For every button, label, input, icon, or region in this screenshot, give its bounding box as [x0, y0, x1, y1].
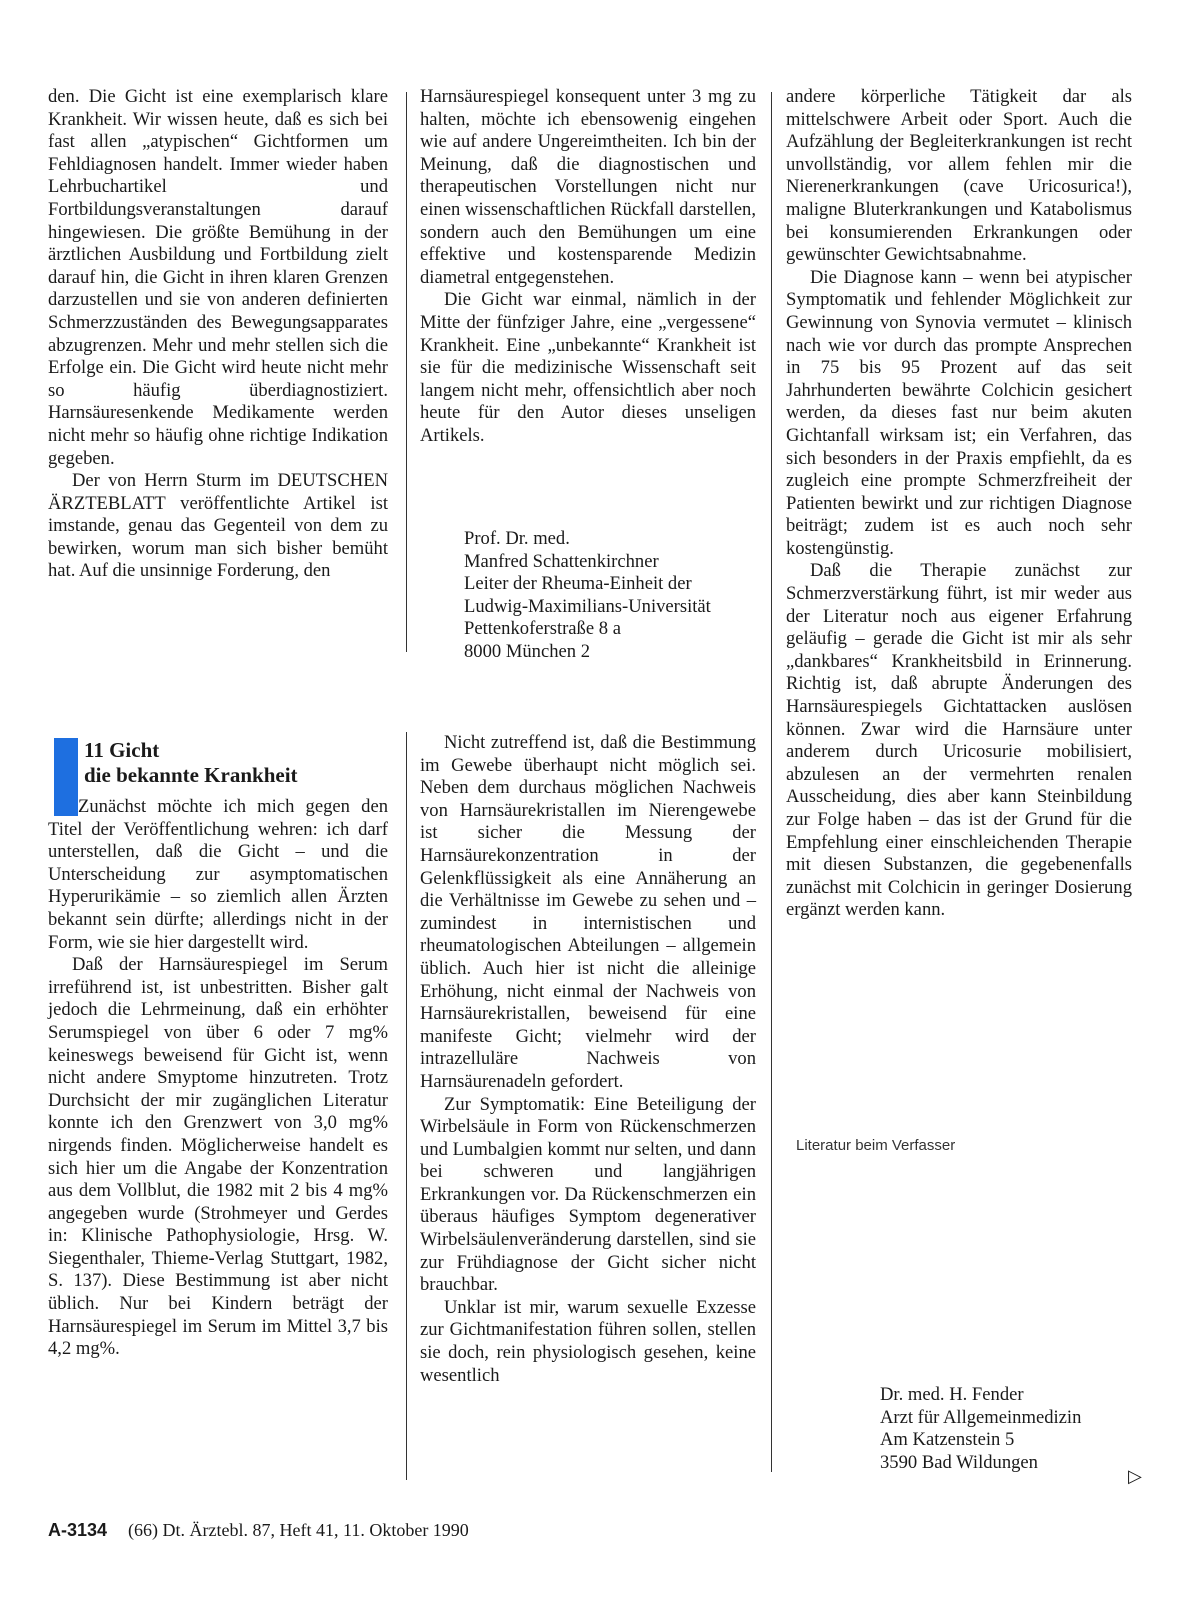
column-rule — [771, 92, 772, 1472]
top-column-2 — [420, 86, 756, 448]
signature-line: Prof. Dr. med. — [464, 528, 570, 549]
paragraph: Daß der Harnsäurespiegel im Serum irreführend ist, ist unbestritten. Bisher galt jedoch die Lehrmeinung, daß ein erhöhter Serumspiegel von über 6 oder 7 mg% keineswegs beweisend für Gicht ist, wenn nicht andere Smyptome hinzutreten. Trotz Durchsicht der mir zugänglichen Literatur konnte ich den Grenzwert von 3,0 mg% nirgends finden. Möglicherweise handelt es sich hier um die Angabe der Konzentration aus dem Vollblut, die 1982 mit 2 bis 4 mg% angegeben wurde (Strohmeyer und Gerdes in: Klinische Pathophysiologie, Hrsg. W. Siegenthaler, Thieme-Verlag Stuttgart, 1982, S. 137). Diese Bestimmung ist aber nicht üblich. Nur bei Kindern beträgt der Harnsäurespiegel im Serum im Mittel 3,7 bis 4,2 mg%. — [48, 954, 388, 1360]
paragraph: Daß die Therapie zunächst zur Schmerzverstärkung führt, ist mir weder aus der Literatur noch aus eigener Erfahrung geläufig – gerade die Gicht ist mir als sehr „dankbares“ Krankheitsbild in Erinnerung. Richtig ist, daß abrupte Änderungen des Harnsäurespiegels Gichtattacken auslösen können. Zwar wird die Harnsäure unter anderem durch Uricosurie mobilisiert, abzulesen an der vermehrten renalen Ausscheidung, dies aber kann Steinbildung zur Folge haben – das ist der Grund für die Empfehlung einer einschleichenden Therapie mit diesen Substanzen, die gegebenenfalls zunächst mit Colchicin in geringer Dosierung ergänzt werden kann. — [786, 560, 1132, 921]
paragraph: den. Die Gicht ist eine exemplarisch klare Krankheit. Wir wissen heute, daß es sich bei fast allen „atypischen“ Gichtformen um Fehldiagnosen handelt. Immer wieder haben Lehrbuchartikel und Fortbildungsveranstaltungen darauf hingewiesen. Die größte Bemühung in der ärztlichen Ausbildung und Fortbildung zielt darauf hin, die Gicht in ihren klaren Grenzen darzustellen und sie von anderen definierten Schmerzzuständen des Bewegungsapparates abzugrenzen. Mehr und mehr stellen sich die Erfolge ein. Die Gicht wird heute nicht mehr so häufig überdiagnostiziert. Harnsäuresenkende Medikamente werden nicht mehr so häufig ohne richtige Indikation gegeben. — [48, 86, 388, 469]
column-rule — [406, 92, 407, 652]
signature-line: Manfred Schattenkirchner — [464, 550, 659, 572]
paragraph: Die Diagnose kann – wenn bei atypischer Symptomatik und fehlender Möglichkeit zur Gewinnung von Synovia vermutet – klinisch nach wie vor durch das prompte Ansprechen in 75 bis 95 Prozent auf das seit Jahrhunderten bewährte Colchicin gesichert werden, da dieses fast nur beim akuten Gichtanfall wirksam ist; ein Verfahren, das sich besonders in der Praxis empfiehlt, da es zugleich eine prompte Schmerzfreiheit der Patienten bewirkt und zur richtigen Diagnose beiträgt; zudem ist es auch noch sehr kostengünstig. — [786, 266, 1132, 559]
literature-note: Literatur beim Verfasser — [796, 1137, 956, 1154]
paragraph: Nicht zutreffend ist, daß die Bestimmung im Gewebe überhaupt nicht möglich sei. Neben dem durchaus möglichen Nachweis von Harnsäurekristallen im Nierengewebe ist sicher die Messung der Harnsäurekonzentration in der Gelenkflüssigkeit als eine Annäherung an die Verhältnisse im Gewebe zu sehen und – zumindest in internistischen und rheumatologischen Abteilungen – allgemein üblich. Auch hier ist nicht die alleinige Erhöhung, nicht einmal der Nachweis von Harnsäurekristallen, beweisend für eine manifeste Gicht; vielmehr wird der intrazelluläre Nachweis von Harnsäurenadeln gefordert. — [420, 732, 756, 1092]
heading-line-1: 11 Gicht — [84, 738, 160, 762]
paragraph: Unklar ist mir, warum sexuelle Exzesse zur Gichtmanifestation führen sollen, stellen sie doch, rein physiologisch gesehen, keine wesentlich — [420, 1296, 756, 1386]
continue-arrow-icon: ▷ — [1128, 1466, 1142, 1486]
paragraph: andere körperliche Tätigkeit dar als mittelschwere Arbeit oder Sport. Auch die Aufzählung der Begleiterkrankungen ist recht unvollständig, vor allem fehlen mir die Nierenerkrankungen (cave Uricosurica!), maligne Bluterkrankungen und Katabolismus bei konsumierenden Erkrankungen oder gewünschter Gewichtsabnahme. — [786, 86, 1132, 266]
heading-line-2: die bekannte Krankheit — [84, 763, 298, 787]
column-3 — [786, 86, 1132, 922]
top-column-1 — [48, 86, 388, 583]
signature-line: 8000 München 2 — [464, 640, 591, 662]
paragraph: Zur Symptomatik: Eine Beteiligung der Wirbelsäule in Form von Rückenschmerzen und Lumbalgien kommt nur selten, und dann bei schweren und langjährigen Erkrankungen vor. Da Rückenschmerzen ein überaus häufiges Symptom degenerativer Wirbelsäulenveränderung darstellen, sind sie zur Frühdiagnose der Gicht sicher nicht brauchbar. — [420, 1093, 756, 1296]
signature-line: Pettenkoferstraße 8 a — [464, 618, 621, 640]
paragraph: Harnsäurespiegel konsequent unter 3 mg zu halten, möchte ich ebensowenig eingehen wie auf andere Ungereimtheiten. Ich bin der Meinung, daß die diagnostischen und therapeutischen Vorstellungen nicht nur einen wissenschaftlichen Rückfall darstellen, sondern auch den Bemühungen um eine effektive und kostensparende Medizin diametral entgegenstehen. — [420, 86, 756, 288]
signature-line: Leiter der Rheuma-Einheit der — [464, 573, 692, 595]
page-footer — [48, 1520, 469, 1541]
signature-line: Am Katzenstein 5 — [880, 1429, 1015, 1451]
article2-column-2 — [420, 732, 756, 1387]
signature-line: 3590 Bad Wildungen — [880, 1451, 1038, 1473]
signature-line: Ludwig-Maximilians-Universität — [464, 595, 711, 617]
article2-column-1 — [48, 796, 388, 1361]
paragraph: Der von Herrn Sturm im DEUTSCHEN ÄRZTEBLATT veröffentlichte Artikel ist imstande, genau das Gegenteil von dem zu bewirken, worum man sich bisher bemüht hat. Auf die unsinnige Forderung, den — [48, 470, 388, 582]
signature-schattenkirchner — [464, 528, 711, 664]
column-rule — [406, 732, 407, 1480]
journal-citation: (66) Dt. Ärztebl. 87, Heft 41, 11. Oktober 1990 — [128, 1520, 469, 1540]
paragraph: Zunächst möchte ich mich gegen den Titel der Veröffentlichung wehren: ich darf unterstellen, daß die Gicht – und die Unterscheidung zur asymptomatischen Hyperurikämie – so ziemlich allen Ärzten bekannt sein dürfte; allerdings nicht in der Form, wie sie hier dargestellt wird. — [48, 796, 388, 953]
signature-line: Dr. med. H. Fender — [880, 1384, 1024, 1405]
page-code: A-3134 — [48, 1520, 108, 1540]
signature-line: Arzt für Allgemeinmedizin — [880, 1406, 1082, 1428]
signature-fender — [880, 1384, 1081, 1474]
paragraph: Die Gicht war einmal, nämlich in der Mitte der fünfziger Jahre, eine „vergessene“ Krankheit. Eine „unbekannte“ Krankheit ist sie für die medizinische Wissenschaft seit langem nicht mehr, offensichtlich aber noch heute für den Autor dieses unseligen Artikels. — [420, 289, 756, 446]
